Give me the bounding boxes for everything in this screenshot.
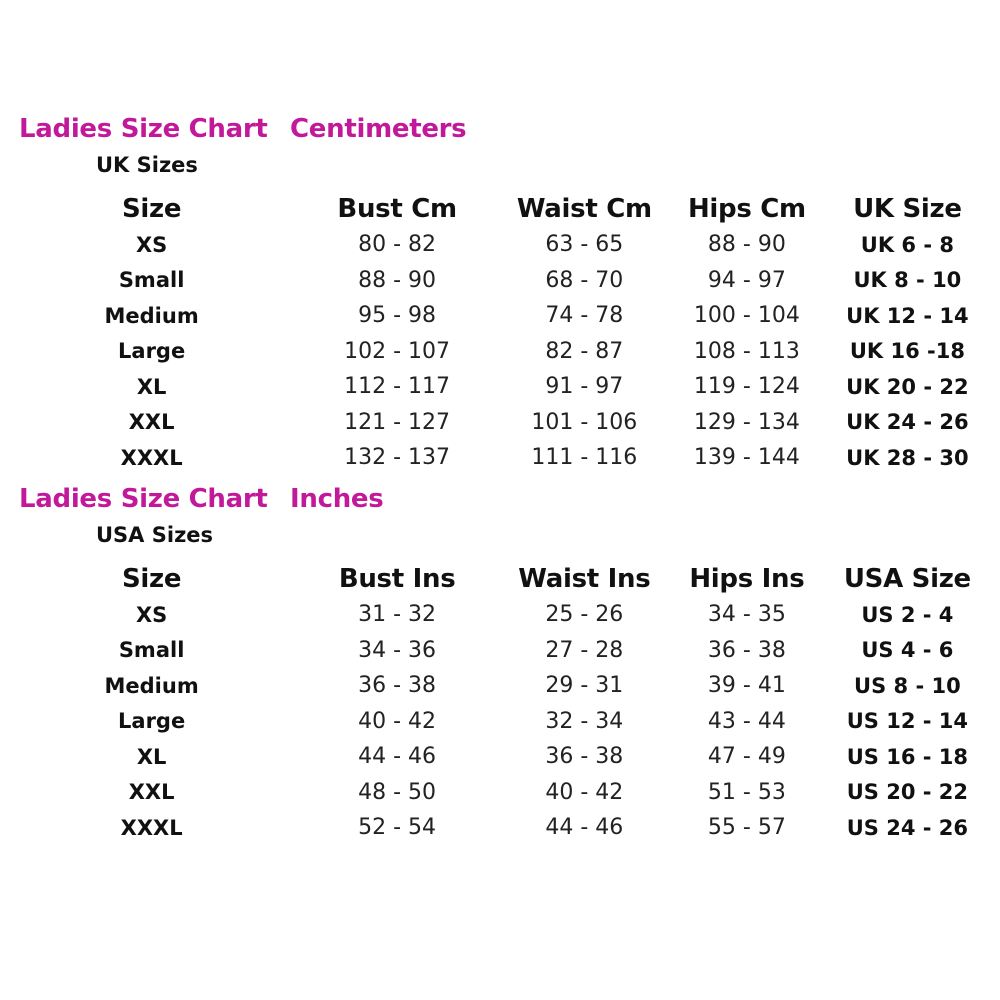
size-name-cell: XS <box>135 602 168 627</box>
size-code-cell: UK 24 - 26 <box>846 410 969 435</box>
size-chart-section-cm <box>0 114 1000 484</box>
size-name-cell: Small <box>118 638 185 663</box>
table-row <box>0 704 1000 740</box>
bust-cell: 44 - 46 <box>358 744 437 770</box>
section-subtitle: UK Sizes <box>96 153 198 177</box>
waist-cell: 101 - 106 <box>531 409 638 435</box>
table-row <box>0 405 1000 441</box>
header-waist: Waist Cm <box>516 194 652 224</box>
waist-cell: 25 - 26 <box>545 602 624 628</box>
table-row <box>0 810 1000 846</box>
section-unit-label: Inches <box>290 484 384 514</box>
size-name-cell: XXL <box>128 410 175 435</box>
hips-cell: 34 - 35 <box>707 602 786 628</box>
size-name-cell: XXXL <box>120 815 183 840</box>
bust-cell: 34 - 36 <box>358 637 437 663</box>
bust-cell: 102 - 107 <box>344 338 451 364</box>
table-header-row <box>0 561 1000 597</box>
waist-cell: 29 - 31 <box>545 673 624 699</box>
bust-cell: 48 - 50 <box>358 779 437 805</box>
waist-cell: 32 - 34 <box>545 708 624 734</box>
section-subtitle: USA Sizes <box>96 523 214 547</box>
size-name-cell: Large <box>118 709 186 734</box>
waist-cell: 74 - 78 <box>545 303 624 329</box>
size-code-cell: US 2 - 4 <box>861 602 954 627</box>
header-waist: Waist Ins <box>518 564 651 594</box>
bust-cell: 36 - 38 <box>358 673 437 699</box>
hips-cell: 94 - 97 <box>707 267 786 293</box>
size-name-cell: XXL <box>128 780 175 805</box>
size-code-cell: UK 6 - 8 <box>860 232 954 257</box>
hips-cell: 47 - 49 <box>707 744 786 770</box>
table-header-row <box>0 191 1000 227</box>
size-code-cell: US 4 - 6 <box>861 638 954 663</box>
waist-cell: 82 - 87 <box>545 338 624 364</box>
hips-cell: 108 - 113 <box>693 338 800 364</box>
size-code-cell: UK 20 - 22 <box>846 374 969 399</box>
hips-cell: 51 - 53 <box>707 779 786 805</box>
header-bust: Bust Cm <box>337 194 457 224</box>
size-code-cell: US 8 - 10 <box>854 673 961 698</box>
table-row <box>0 369 1000 405</box>
bust-cell: 40 - 42 <box>358 708 437 734</box>
header-size: Size <box>122 194 182 224</box>
table-row <box>0 633 1000 669</box>
size-code-cell: US 24 - 26 <box>846 815 969 840</box>
header-hips: Hips Ins <box>689 564 805 594</box>
waist-cell: 111 - 116 <box>531 445 638 471</box>
bust-cell: 95 - 98 <box>358 303 437 329</box>
bust-cell: 132 - 137 <box>344 445 451 471</box>
hips-cell: 88 - 90 <box>707 232 786 258</box>
size-name-cell: XS <box>135 232 168 257</box>
waist-cell: 63 - 65 <box>545 232 624 258</box>
bust-cell: 112 - 117 <box>344 374 451 400</box>
header-hips: Hips Cm <box>687 194 806 224</box>
size-code-cell: US 16 - 18 <box>846 744 969 769</box>
table-row <box>0 440 1000 476</box>
size-table-cm <box>0 191 1000 476</box>
header-size-code: UK Size <box>853 194 962 224</box>
size-name-cell: Small <box>118 268 185 293</box>
size-name-cell: Medium <box>104 673 199 698</box>
size-name-cell: XXXL <box>120 445 183 470</box>
size-name-cell: XL <box>136 744 167 769</box>
bust-cell: 52 - 54 <box>358 815 437 841</box>
waist-cell: 27 - 28 <box>545 637 624 663</box>
size-code-cell: US 12 - 14 <box>846 709 969 734</box>
table-row <box>0 739 1000 775</box>
size-name-cell: XL <box>136 374 167 399</box>
size-table-inches <box>0 561 1000 846</box>
waist-cell: 91 - 97 <box>545 374 624 400</box>
hips-cell: 55 - 57 <box>707 815 786 841</box>
table-row <box>0 263 1000 299</box>
waist-cell: 68 - 70 <box>545 267 624 293</box>
waist-cell: 36 - 38 <box>545 744 624 770</box>
bust-cell: 80 - 82 <box>358 232 437 258</box>
waist-cell: 44 - 46 <box>545 815 624 841</box>
table-row <box>0 597 1000 633</box>
bust-cell: 121 - 127 <box>344 409 451 435</box>
table-row <box>0 334 1000 370</box>
hips-cell: 36 - 38 <box>707 637 786 663</box>
hips-cell: 129 - 134 <box>693 409 800 435</box>
size-code-cell: US 20 - 22 <box>846 780 969 805</box>
header-size-code: USA Size <box>843 564 971 594</box>
section-unit-label: Centimeters <box>290 114 467 144</box>
size-code-cell: UK 8 - 10 <box>853 268 962 293</box>
size-code-cell: UK 12 - 14 <box>846 303 969 328</box>
size-name-cell: Medium <box>104 303 199 328</box>
hips-cell: 139 - 144 <box>693 445 800 471</box>
table-row <box>0 227 1000 263</box>
bust-cell: 31 - 32 <box>358 602 437 628</box>
header-bust: Bust Ins <box>338 564 456 594</box>
size-name-cell: Large <box>118 339 186 364</box>
section-title: Ladies Size Chart <box>19 484 268 514</box>
size-chart-section-inches <box>0 484 1000 854</box>
section-title: Ladies Size Chart <box>19 114 268 144</box>
hips-cell: 39 - 41 <box>707 673 786 699</box>
hips-cell: 100 - 104 <box>693 303 800 329</box>
hips-cell: 43 - 44 <box>707 708 786 734</box>
size-code-cell: UK 28 - 30 <box>846 445 969 470</box>
header-size: Size <box>122 564 182 594</box>
size-code-cell: UK 16 -18 <box>849 339 965 364</box>
table-row <box>0 668 1000 704</box>
table-row <box>0 298 1000 334</box>
table-row <box>0 775 1000 811</box>
hips-cell: 119 - 124 <box>693 374 800 400</box>
waist-cell: 40 - 42 <box>545 779 624 805</box>
bust-cell: 88 - 90 <box>358 267 437 293</box>
